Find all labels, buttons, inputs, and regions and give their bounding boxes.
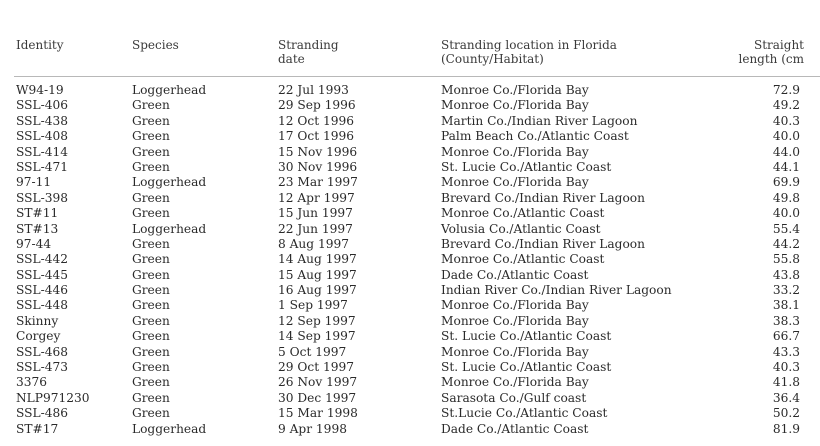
date-cell: 22 Jun 1997 [278,221,353,236]
date-cell: 5 Oct 1997 [278,344,347,359]
species-cell: Green [132,375,170,390]
location-cell: Volusia Co./Atlantic Coast [441,221,601,236]
table-body [0,83,820,437]
species-cell: Green [132,144,170,159]
table-row [0,268,820,283]
table-row [0,114,820,129]
location-cell: Monroe Co./Florida Bay [441,144,589,159]
length-cell: 44.1 [772,159,800,174]
location-cell: Monroe Co./Florida Bay [441,175,589,190]
species-cell: Loggerhead [132,221,207,236]
location-cell: St. Lucie Co./Atlantic Coast [441,159,612,174]
identity-cell: SSL-445 [16,267,68,282]
table-row [0,206,820,221]
location-cell: Dade Co./Atlantic Coast [441,267,589,282]
identity-cell: SSL-398 [16,190,68,205]
identity-cell: NLP971230 [16,390,90,405]
length-cell: 72.9 [772,83,800,97]
table-row [0,252,820,267]
identity-cell: SSL-473 [16,360,68,375]
length-cell: 55.8 [772,252,800,267]
species-cell: Green [132,252,170,267]
species-cell: Loggerhead [132,421,207,436]
identity-cell: ST#13 [16,221,59,236]
identity-cell: SSL-468 [16,344,68,359]
length-cell: 43.3 [772,344,800,359]
header-straight-length [739,38,805,66]
header-location-line1: Stranding location in Florida [441,38,617,52]
location-cell: Brevard Co./Indian River Lagoon [441,190,645,205]
date-cell: 15 Jun 1997 [278,206,353,221]
table-row [0,314,820,329]
date-cell: 15 Aug 1997 [278,267,357,282]
date-cell: 22 Jul 1993 [278,83,349,97]
location-cell: Indian River Co./Indian River Lagoon [441,283,672,298]
header-date-line2: date [278,52,305,66]
date-cell: 29 Sep 1996 [278,98,356,113]
location-cell: Monroe Co./Florida Bay [441,344,589,359]
location-cell: Martin Co./Indian River Lagoon [441,113,638,128]
date-cell: 17 Oct 1996 [278,129,354,144]
species-cell: Green [132,390,170,405]
table-row [0,375,820,390]
header-length-line1: Straight [753,38,804,52]
length-cell: 36.4 [772,390,800,405]
table-row [0,83,820,98]
header-location-line2: (County/Habitat) [441,52,544,66]
length-cell: 66.7 [772,329,800,344]
identity-cell: SSL-446 [16,283,68,298]
table-row [0,129,820,144]
date-cell: 12 Apr 1997 [278,190,355,205]
table-row [0,345,820,360]
location-cell: Monroe Co./Atlantic Coast [441,252,605,267]
date-cell: 14 Aug 1997 [278,252,357,267]
species-cell: Green [132,313,170,328]
header-species: Species [132,38,179,52]
identity-cell: SSL-448 [16,298,68,313]
species-cell: Green [132,344,170,359]
length-cell: 49.8 [772,190,800,205]
identity-cell: Skinny [16,313,59,328]
identity-cell: ST#17 [16,421,59,436]
species-cell: Green [132,113,170,128]
species-cell: Green [132,283,170,298]
table-row [0,298,820,313]
length-cell: 40.0 [772,206,800,221]
length-cell: 69.9 [772,175,800,190]
location-cell: Palm Beach Co./Atlantic Coast [441,129,629,144]
date-cell: 16 Aug 1997 [278,283,357,298]
date-cell: 12 Sep 1997 [278,313,356,328]
location-cell: Monroe Co./Florida Bay [441,83,589,97]
location-cell: Monroe Co./Atlantic Coast [441,206,605,221]
length-cell: 38.3 [772,313,800,328]
species-cell: Green [132,298,170,313]
species-cell: Green [132,236,170,251]
header-length-line2: length (cm [738,52,804,66]
location-cell: Monroe Co./Florida Bay [441,298,589,313]
species-cell: Green [132,206,170,221]
table-row [0,160,820,175]
length-cell: 50.2 [772,406,800,421]
identity-cell: 97-11 [16,175,52,190]
header-stranding-location [441,38,617,66]
location-cell: Sarasota Co./Gulf coast [441,390,587,405]
species-cell: Green [132,190,170,205]
date-cell: 30 Dec 1997 [278,390,357,405]
species-cell: Green [132,159,170,174]
date-cell: 26 Nov 1997 [278,375,358,390]
species-cell: Green [132,360,170,375]
identity-cell: SSL-486 [16,406,68,421]
species-cell: Green [132,329,170,344]
identity-cell: Corgey [16,329,61,344]
table-row [0,191,820,206]
location-cell: Monroe Co./Florida Bay [441,313,589,328]
location-cell: Dade Co./Atlantic Coast [441,421,589,436]
table-row [0,391,820,406]
header-divider [14,76,820,77]
location-cell: Monroe Co./Florida Bay [441,98,589,113]
date-cell: 14 Sep 1997 [278,329,356,344]
length-cell: 41.8 [772,375,800,390]
table-row [0,406,820,421]
species-cell: Green [132,129,170,144]
date-cell: 29 Oct 1997 [278,360,354,375]
identity-cell: SSL-406 [16,98,68,113]
length-cell: 43.8 [772,267,800,282]
length-cell: 40.3 [772,360,800,375]
table-row [0,237,820,252]
date-cell: 1 Sep 1997 [278,298,348,313]
length-cell: 44.2 [772,236,800,251]
species-cell: Green [132,406,170,421]
length-cell: 49.2 [772,98,800,113]
date-cell: 8 Aug 1997 [278,236,349,251]
length-cell: 33.2 [772,283,800,298]
table-row [0,175,820,190]
date-cell: 9 Apr 1998 [278,421,347,436]
identity-cell: 3376 [16,375,48,390]
species-cell: Green [132,98,170,113]
length-cell: 40.0 [772,129,800,144]
identity-cell: W94-19 [16,83,64,97]
length-cell: 40.3 [772,113,800,128]
identity-cell: ST#11 [16,206,59,221]
length-cell: 81.9 [772,421,800,436]
species-cell: Loggerhead [132,83,207,97]
table-row [0,98,820,113]
table-row [0,360,820,375]
identity-cell: 97-44 [16,236,52,251]
table-row [0,283,820,298]
identity-cell: SSL-414 [16,144,68,159]
table-row [0,329,820,344]
location-cell: St. Lucie Co./Atlantic Coast [441,329,612,344]
table-row [0,422,820,437]
identity-cell: SSL-408 [16,129,68,144]
length-cell: 44.0 [772,144,800,159]
location-cell: Monroe Co./Florida Bay [441,375,589,390]
location-cell: St.Lucie Co./Atlantic Coast [441,406,608,421]
date-cell: 15 Nov 1996 [278,144,358,159]
location-cell: St. Lucie Co./Atlantic Coast [441,360,612,375]
date-cell: 23 Mar 1997 [278,175,358,190]
identity-cell: SSL-438 [16,113,68,128]
length-cell: 38.1 [772,298,800,313]
date-cell: 12 Oct 1996 [278,113,354,128]
date-cell: 30 Nov 1996 [278,159,358,174]
header-date-line1: Stranding [278,38,339,52]
length-cell: 55.4 [772,221,800,236]
location-cell: Brevard Co./Indian River Lagoon [441,236,645,251]
identity-cell: SSL-471 [16,159,68,174]
table-row [0,145,820,160]
species-cell: Loggerhead [132,175,207,190]
species-cell: Green [132,267,170,282]
header-identity: Identity [16,38,64,52]
date-cell: 15 Mar 1998 [278,406,358,421]
header-stranding-date [278,38,339,66]
table-row [0,222,820,237]
identity-cell: SSL-442 [16,252,68,267]
